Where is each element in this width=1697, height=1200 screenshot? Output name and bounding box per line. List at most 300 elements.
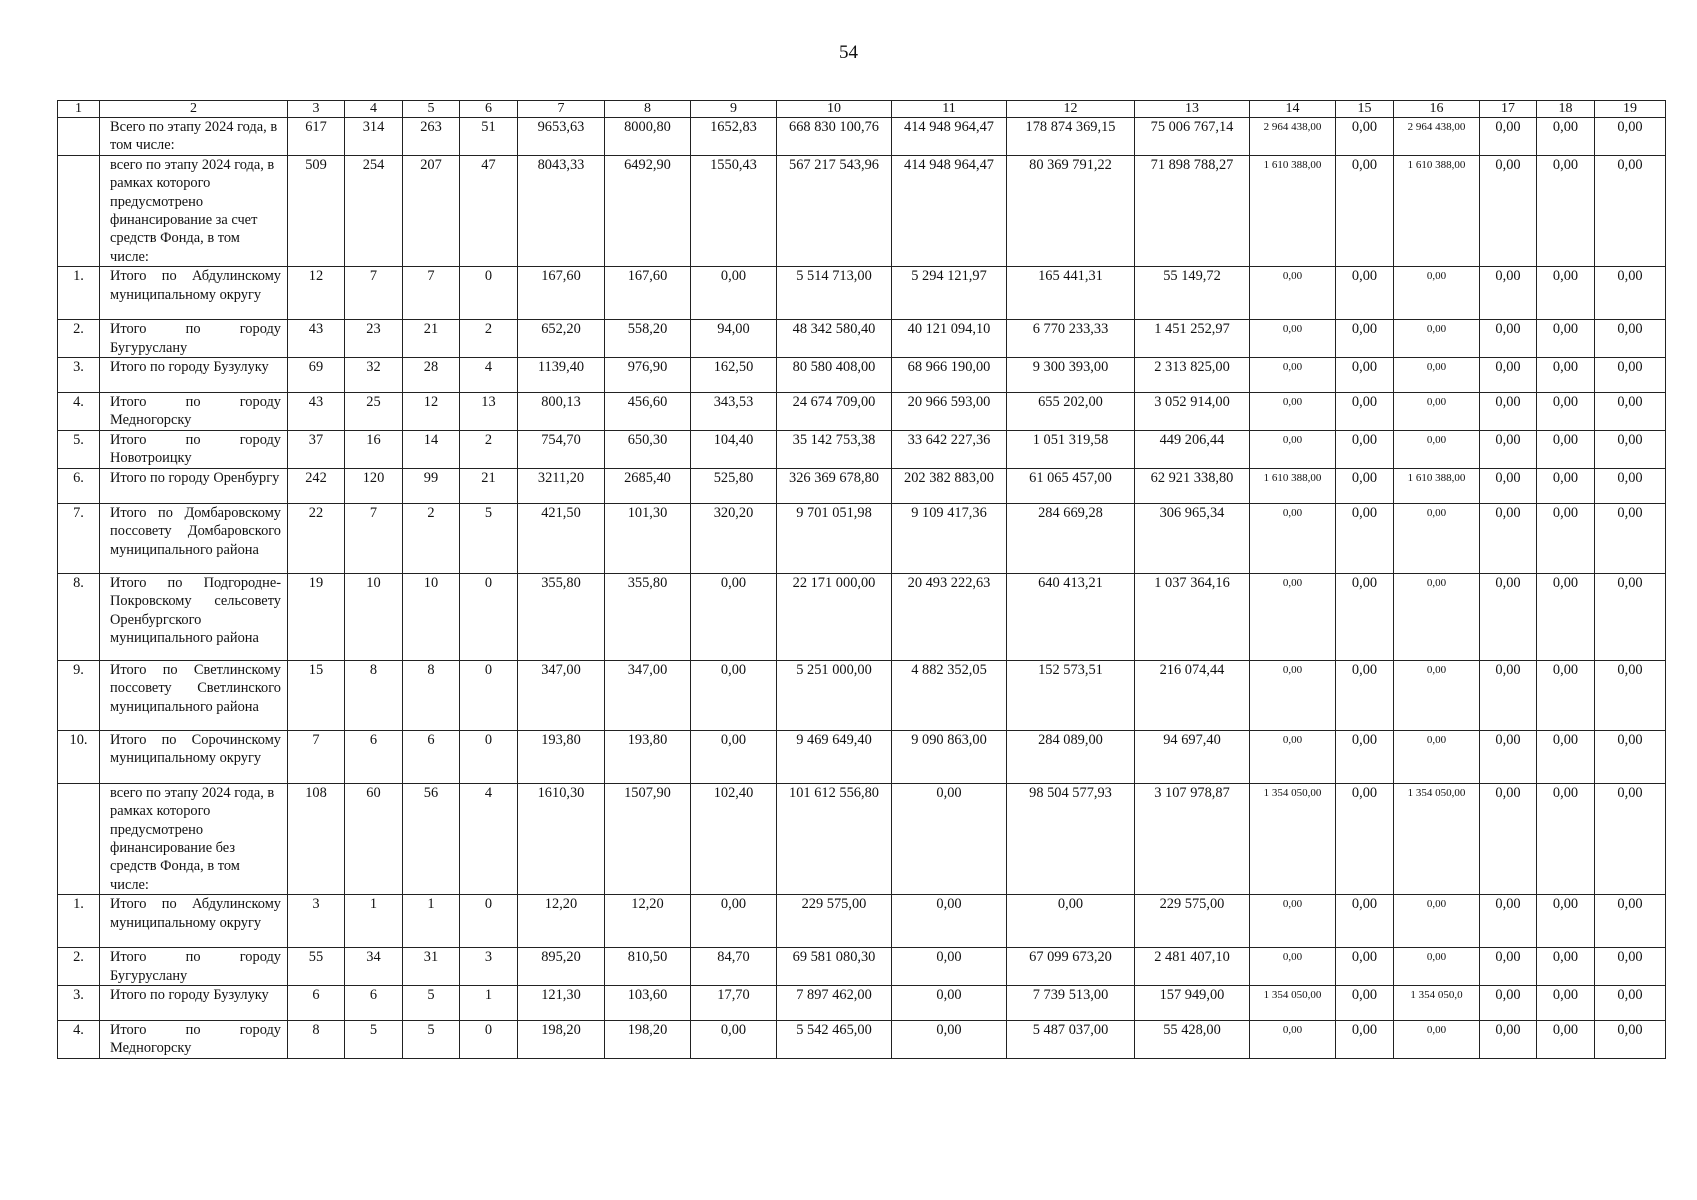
cell-value: 0,00 (1336, 895, 1394, 948)
cell-value: 104,40 (691, 430, 777, 468)
cell-value: 0,00 (1336, 573, 1394, 660)
cell-value: 0,00 (1537, 267, 1595, 320)
column-header: 16 (1394, 101, 1480, 118)
cell-value: 640 413,21 (1007, 573, 1135, 660)
cell-value: 5 251 000,00 (777, 660, 892, 730)
cell-value: 7 (403, 267, 460, 320)
cell-value: 0,00 (1537, 985, 1595, 1020)
cell-value: 6492,90 (605, 155, 691, 266)
cell-value: 162,50 (691, 358, 777, 393)
cell-value: 0,00 (1480, 430, 1537, 468)
cell-value: 37 (288, 430, 345, 468)
cell-value: 0,00 (1537, 573, 1595, 660)
row-name: Итого по городу Бугуруслану (100, 948, 288, 986)
cell-value: 4 (460, 783, 518, 894)
cell-value: 0,00 (1250, 430, 1336, 468)
cell-value: 1 451 252,97 (1135, 320, 1250, 358)
cell-value: 320,20 (691, 503, 777, 573)
cell-value: 202 382 883,00 (892, 468, 1007, 503)
cell-value: 21 (460, 468, 518, 503)
cell-value: 0,00 (1595, 503, 1666, 573)
cell-value: 5 514 713,00 (777, 267, 892, 320)
row-name: Итого по городу Бугуруслану (100, 320, 288, 358)
cell-value: 1550,43 (691, 155, 777, 266)
cell-value: 229 575,00 (1135, 895, 1250, 948)
row-number: 9. (58, 660, 100, 730)
cell-value: 0,00 (1595, 573, 1666, 660)
cell-value: 56 (403, 783, 460, 894)
cell-value: 0,00 (691, 895, 777, 948)
cell-value: 421,50 (518, 503, 605, 573)
cell-value: 0,00 (1394, 320, 1480, 358)
cell-value: 650,30 (605, 430, 691, 468)
cell-value: 0,00 (1336, 660, 1394, 730)
cell-value: 0,00 (1480, 895, 1537, 948)
cell-value: 0,00 (1595, 895, 1666, 948)
cell-value: 1 610 388,00 (1394, 155, 1480, 266)
cell-value: 254 (345, 155, 403, 266)
cell-value: 0,00 (1336, 358, 1394, 393)
cell-value: 895,20 (518, 948, 605, 986)
row-number (58, 118, 100, 156)
cell-value: 2 (403, 503, 460, 573)
cell-value: 0,00 (1595, 660, 1666, 730)
column-header: 6 (460, 101, 518, 118)
cell-value: 0,00 (1480, 267, 1537, 320)
cell-value: 0,00 (1480, 573, 1537, 660)
row-number: 2. (58, 320, 100, 358)
cell-value: 20 493 222,63 (892, 573, 1007, 660)
cell-value: 0,00 (1480, 783, 1537, 894)
cell-value: 2 964 438,00 (1394, 118, 1480, 156)
cell-value: 48 342 580,40 (777, 320, 892, 358)
cell-value: 2 481 407,10 (1135, 948, 1250, 986)
cell-value: 0,00 (1537, 468, 1595, 503)
cell-value: 0,00 (1250, 1020, 1336, 1058)
table-row (58, 985, 1666, 1020)
cell-value: 0,00 (892, 783, 1007, 894)
cell-value: 2 964 438,00 (1250, 118, 1336, 156)
row-name: Итого по Подгородне-Покровскому сельсовету Оренбургского муниципального района (100, 573, 288, 660)
cell-value: 0,00 (1250, 267, 1336, 320)
cell-value: 0,00 (1250, 895, 1336, 948)
cell-value: 60 (345, 783, 403, 894)
cell-value: 5 542 465,00 (777, 1020, 892, 1058)
cell-value: 0,00 (1595, 985, 1666, 1020)
cell-value: 7 (345, 503, 403, 573)
row-number: 6. (58, 468, 100, 503)
cell-value: 25 (345, 393, 403, 431)
cell-value: 28 (403, 358, 460, 393)
row-number: 3. (58, 985, 100, 1020)
cell-value: 0,00 (1336, 503, 1394, 573)
row-name: Итого по Сорочинскому муниципальному округу (100, 730, 288, 783)
column-header: 9 (691, 101, 777, 118)
cell-value: 67 099 673,20 (1007, 948, 1135, 986)
cell-value: 0,00 (1250, 948, 1336, 986)
cell-value: 167,60 (518, 267, 605, 320)
cell-value: 101 612 556,80 (777, 783, 892, 894)
cell-value: 33 642 227,36 (892, 430, 1007, 468)
cell-value: 0,00 (1480, 468, 1537, 503)
table-row (58, 1020, 1666, 1058)
cell-value: 5 (403, 1020, 460, 1058)
cell-value: 800,13 (518, 393, 605, 431)
cell-value: 0,00 (1336, 267, 1394, 320)
cell-value: 343,53 (691, 393, 777, 431)
cell-value: 12,20 (518, 895, 605, 948)
cell-value: 355,80 (605, 573, 691, 660)
table-row (58, 895, 1666, 948)
cell-value: 3 052 914,00 (1135, 393, 1250, 431)
cell-value: 347,00 (605, 660, 691, 730)
cell-value: 0,00 (1595, 1020, 1666, 1058)
cell-value: 5 (403, 985, 460, 1020)
cell-value: 102,40 (691, 783, 777, 894)
column-header: 3 (288, 101, 345, 118)
cell-value: 0 (460, 267, 518, 320)
cell-value: 355,80 (518, 573, 605, 660)
cell-value: 3 107 978,87 (1135, 783, 1250, 894)
cell-value: 68 966 190,00 (892, 358, 1007, 393)
cell-value: 284 669,28 (1007, 503, 1135, 573)
cell-value: 55 (288, 948, 345, 986)
cell-value: 12 (288, 267, 345, 320)
cell-value: 5 487 037,00 (1007, 1020, 1135, 1058)
cell-value: 7 (345, 267, 403, 320)
cell-value: 0,00 (1595, 783, 1666, 894)
cell-value: 0,00 (1336, 730, 1394, 783)
cell-value: 61 065 457,00 (1007, 468, 1135, 503)
cell-value: 80 580 408,00 (777, 358, 892, 393)
row-number: 2. (58, 948, 100, 986)
cell-value: 0,00 (1595, 118, 1666, 156)
cell-value: 326 369 678,80 (777, 468, 892, 503)
row-number: 1. (58, 267, 100, 320)
row-number: 4. (58, 393, 100, 431)
cell-value: 24 674 709,00 (777, 393, 892, 431)
cell-value: 5 (345, 1020, 403, 1058)
cell-value: 15 (288, 660, 345, 730)
cell-value: 8 (345, 660, 403, 730)
table-row (58, 660, 1666, 730)
cell-value: 6 (345, 730, 403, 783)
cell-value: 2 (460, 430, 518, 468)
cell-value: 314 (345, 118, 403, 156)
cell-value: 0,00 (1537, 660, 1595, 730)
cell-value: 0,00 (1595, 468, 1666, 503)
row-number: 5. (58, 430, 100, 468)
cell-value: 193,80 (518, 730, 605, 783)
cell-value: 0,00 (1250, 730, 1336, 783)
cell-value: 306 965,34 (1135, 503, 1250, 573)
cell-value: 0 (460, 1020, 518, 1058)
row-name: Итого по городу Бузулуку (100, 985, 288, 1020)
table-row (58, 503, 1666, 573)
table-row (58, 783, 1666, 894)
cell-value: 449 206,44 (1135, 430, 1250, 468)
cell-value: 2 (460, 320, 518, 358)
cell-value: 0,00 (1336, 393, 1394, 431)
cell-value: 655 202,00 (1007, 393, 1135, 431)
cell-value: 80 369 791,22 (1007, 155, 1135, 266)
cell-value: 75 006 767,14 (1135, 118, 1250, 156)
column-header: 19 (1595, 101, 1666, 118)
cell-value: 21 (403, 320, 460, 358)
cell-value: 0,00 (1480, 985, 1537, 1020)
cell-value: 0,00 (1480, 118, 1537, 156)
cell-value: 0,00 (1480, 155, 1537, 266)
page-number: 54 (839, 42, 858, 63)
cell-value: 1 610 388,00 (1250, 468, 1336, 503)
cell-value: 55 149,72 (1135, 267, 1250, 320)
cell-value: 0,00 (1595, 393, 1666, 431)
table-row (58, 358, 1666, 393)
cell-value: 567 217 543,96 (777, 155, 892, 266)
cell-value: 0,00 (1336, 430, 1394, 468)
cell-value: 1 (403, 895, 460, 948)
cell-value: 617 (288, 118, 345, 156)
cell-value: 5 294 121,97 (892, 267, 1007, 320)
cell-value: 0,00 (1394, 430, 1480, 468)
cell-value: 0,00 (892, 985, 1007, 1020)
column-header: 17 (1480, 101, 1537, 118)
cell-value: 23 (345, 320, 403, 358)
cell-value: 0,00 (1537, 730, 1595, 783)
cell-value: 32 (345, 358, 403, 393)
cell-value: 20 966 593,00 (892, 393, 1007, 431)
cell-value: 668 830 100,76 (777, 118, 892, 156)
cell-value: 69 (288, 358, 345, 393)
row-name: всего по этапу 2024 года, в рамках которого предусмотрено финансирование без средств Фонда, в том числе: (100, 783, 288, 894)
cell-value: 0,00 (1480, 1020, 1537, 1058)
cell-value: 1652,83 (691, 118, 777, 156)
cell-value: 0,00 (1537, 118, 1595, 156)
cell-value: 0,00 (1595, 320, 1666, 358)
cell-value: 7 739 513,00 (1007, 985, 1135, 1020)
cell-value: 0,00 (1394, 730, 1480, 783)
cell-value: 0,00 (1394, 660, 1480, 730)
cell-value: 229 575,00 (777, 895, 892, 948)
cell-value: 0,00 (1394, 267, 1480, 320)
cell-value: 8 (288, 1020, 345, 1058)
cell-value: 1 (460, 985, 518, 1020)
column-header: 1 (58, 101, 100, 118)
cell-value: 0 (460, 573, 518, 660)
column-header: 12 (1007, 101, 1135, 118)
cell-value: 51 (460, 118, 518, 156)
row-number: 10. (58, 730, 100, 783)
cell-value: 1139,40 (518, 358, 605, 393)
cell-value: 8043,33 (518, 155, 605, 266)
cell-value: 5 (460, 503, 518, 573)
row-number: 8. (58, 573, 100, 660)
cell-value: 509 (288, 155, 345, 266)
cell-value: 0,00 (1394, 393, 1480, 431)
cell-value: 0 (460, 895, 518, 948)
row-name: Итого по городу Оренбургу (100, 468, 288, 503)
cell-value: 0,00 (1595, 730, 1666, 783)
cell-value: 22 171 000,00 (777, 573, 892, 660)
cell-value: 198,20 (518, 1020, 605, 1058)
cell-value: 193,80 (605, 730, 691, 783)
cell-value: 0,00 (1537, 430, 1595, 468)
cell-value: 284 089,00 (1007, 730, 1135, 783)
row-number: 1. (58, 895, 100, 948)
row-name: Итого по Светлинскому поссовету Светлинского муниципального района (100, 660, 288, 730)
cell-value: 9 701 051,98 (777, 503, 892, 573)
cell-value: 35 142 753,38 (777, 430, 892, 468)
row-number (58, 155, 100, 266)
cell-value: 152 573,51 (1007, 660, 1135, 730)
cell-value: 0 (460, 730, 518, 783)
table-row (58, 948, 1666, 986)
cell-value: 1610,30 (518, 783, 605, 894)
cell-value: 12 (403, 393, 460, 431)
column-header: 14 (1250, 101, 1336, 118)
cell-value: 347,00 (518, 660, 605, 730)
cell-value: 0,00 (1595, 155, 1666, 266)
cell-value: 9 469 649,40 (777, 730, 892, 783)
cell-value: 242 (288, 468, 345, 503)
cell-value: 0,00 (1480, 948, 1537, 986)
cell-value: 414 948 964,47 (892, 155, 1007, 266)
cell-value: 1507,90 (605, 783, 691, 894)
cell-value: 0,00 (1537, 1020, 1595, 1058)
cell-value: 17,70 (691, 985, 777, 1020)
cell-value: 525,80 (691, 468, 777, 503)
cell-value: 0,00 (1007, 895, 1135, 948)
cell-value: 1 354 050,00 (1250, 985, 1336, 1020)
cell-value: 0,00 (1537, 320, 1595, 358)
cell-value: 0,00 (1394, 573, 1480, 660)
cell-value: 0,00 (691, 573, 777, 660)
cell-value: 0,00 (1537, 948, 1595, 986)
row-name: Итого по Абдулинскому муниципальному округу (100, 267, 288, 320)
table-row (58, 267, 1666, 320)
cell-value: 0,00 (691, 730, 777, 783)
cell-value: 10 (403, 573, 460, 660)
column-header: 13 (1135, 101, 1250, 118)
table-row (58, 393, 1666, 431)
cell-value: 0,00 (1480, 730, 1537, 783)
cell-value: 19 (288, 573, 345, 660)
cell-value: 1 (345, 895, 403, 948)
cell-value: 71 898 788,27 (1135, 155, 1250, 266)
cell-value: 47 (460, 155, 518, 266)
cell-value: 0 (460, 660, 518, 730)
cell-value: 0,00 (892, 895, 1007, 948)
cell-value: 8000,80 (605, 118, 691, 156)
cell-value: 1 610 388,00 (1394, 468, 1480, 503)
table-row (58, 155, 1666, 266)
cell-value: 558,20 (605, 320, 691, 358)
cell-value: 12,20 (605, 895, 691, 948)
cell-value: 0,00 (892, 948, 1007, 986)
cell-value: 9 109 417,36 (892, 503, 1007, 573)
row-number: 4. (58, 1020, 100, 1058)
cell-value: 0,00 (1336, 985, 1394, 1020)
row-name: Итого по городу Медногорску (100, 393, 288, 431)
cell-value: 103,60 (605, 985, 691, 1020)
cell-value: 13 (460, 393, 518, 431)
cell-value: 40 121 094,10 (892, 320, 1007, 358)
cell-value: 0,00 (691, 267, 777, 320)
cell-value: 0,00 (1250, 503, 1336, 573)
row-name: Итого по Абдулинскому муниципальному округу (100, 895, 288, 948)
column-header: 8 (605, 101, 691, 118)
cell-value: 0,00 (1480, 393, 1537, 431)
cell-value: 0,00 (1537, 783, 1595, 894)
row-number: 3. (58, 358, 100, 393)
cell-value: 10 (345, 573, 403, 660)
cell-value: 0,00 (1480, 503, 1537, 573)
cell-value: 101,30 (605, 503, 691, 573)
cell-value: 1 051 319,58 (1007, 430, 1135, 468)
cell-value: 3 (288, 895, 345, 948)
cell-value: 0,00 (1250, 660, 1336, 730)
cell-value: 0,00 (1250, 393, 1336, 431)
cell-value: 6 770 233,33 (1007, 320, 1135, 358)
row-name: Итого по Домбаровскому поссовету Домбаровского муниципального района (100, 503, 288, 573)
cell-value: 98 504 577,93 (1007, 783, 1135, 894)
cell-value: 1 037 364,16 (1135, 573, 1250, 660)
cell-value: 0,00 (1336, 1020, 1394, 1058)
cell-value: 0,00 (1595, 267, 1666, 320)
column-header: 4 (345, 101, 403, 118)
cell-value: 216 074,44 (1135, 660, 1250, 730)
cell-value: 456,60 (605, 393, 691, 431)
cell-value: 43 (288, 320, 345, 358)
column-header: 11 (892, 101, 1007, 118)
cell-value: 0,00 (1537, 895, 1595, 948)
cell-value: 62 921 338,80 (1135, 468, 1250, 503)
column-header: 15 (1336, 101, 1394, 118)
cell-value: 69 581 080,30 (777, 948, 892, 986)
column-header-row (58, 101, 1666, 118)
cell-value: 34 (345, 948, 403, 986)
column-header: 10 (777, 101, 892, 118)
row-name: Итого по городу Медногорску (100, 1020, 288, 1058)
cell-value: 84,70 (691, 948, 777, 986)
cell-value: 0,00 (892, 1020, 1007, 1058)
cell-value: 3 (460, 948, 518, 986)
cell-value: 178 874 369,15 (1007, 118, 1135, 156)
cell-value: 0,00 (1595, 358, 1666, 393)
cell-value: 263 (403, 118, 460, 156)
column-header: 5 (403, 101, 460, 118)
cell-value: 55 428,00 (1135, 1020, 1250, 1058)
cell-value: 0,00 (1480, 320, 1537, 358)
cell-value: 0,00 (1394, 895, 1480, 948)
cell-value: 157 949,00 (1135, 985, 1250, 1020)
cell-value: 120 (345, 468, 403, 503)
cell-value: 0,00 (1336, 783, 1394, 894)
cell-value: 0,00 (1480, 660, 1537, 730)
cell-value: 4 882 352,05 (892, 660, 1007, 730)
cell-value: 0,00 (1250, 573, 1336, 660)
cell-value: 0,00 (1595, 948, 1666, 986)
cell-value: 0,00 (1250, 358, 1336, 393)
cell-value: 22 (288, 503, 345, 573)
cell-value: 0,00 (691, 1020, 777, 1058)
column-header: 18 (1537, 101, 1595, 118)
table-row (58, 730, 1666, 783)
cell-value: 6 (345, 985, 403, 1020)
table-row (58, 468, 1666, 503)
cell-value: 9653,63 (518, 118, 605, 156)
cell-value: 14 (403, 430, 460, 468)
